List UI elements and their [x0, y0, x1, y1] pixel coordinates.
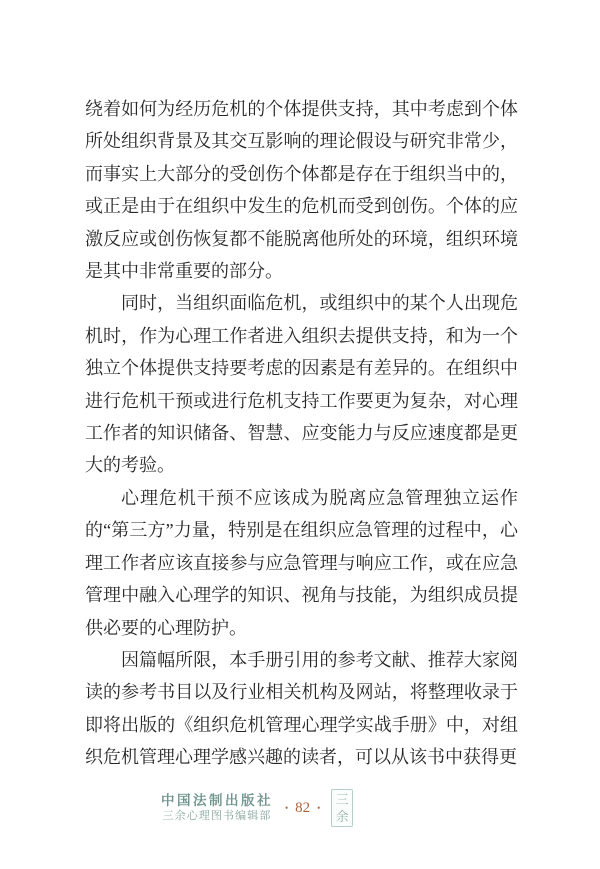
- page-number: 82: [295, 800, 311, 816]
- separator-dot-right: •: [317, 802, 321, 813]
- body-text-block: [85, 93, 518, 774]
- separator-dot-left: •: [285, 802, 289, 813]
- body-paragraph-3: 心理危机干预不应该成为脱离应急管理独立运作的“第三方”力量，特别是在组织应急管理的过程中，心理工作者应该直接参与应急管理与响应工作，或在应急管理中融入心理学的知识、视角与技能，为组织成员提供必要的心理防护。: [85, 487, 518, 638]
- body-paragraph-4: 因篇幅所限，本手册引用的参考文献、推荐大家阅读的参考书目以及行业相关机构及网站，将整理收录于即将出版的《组织危机管理心理学实战手册》中，对组织危机管理心理学感兴趣的读者，可以从该书中获得更: [85, 649, 518, 768]
- publisher-block: [161, 793, 273, 823]
- page-footer: [161, 788, 353, 828]
- body-paragraph-2: 同时，当组织面临危机，或组织中的某个人出现危机时，作为心理工作者进入组织去提供支持，和为一个独立个体提供支持要考虑的因素是有差异的。在组织中进行危机干预或进行危机支持工作要更为复杂，对心理工作者的知识储备、智慧、应变能力与反应速度都是更大的考验。: [85, 293, 518, 476]
- seal-char-bottom: 余: [335, 809, 349, 824]
- publisher-seal-icon: [331, 789, 353, 827]
- publisher-name: 中国法制出版社: [161, 793, 273, 808]
- seal-char-top: 三: [335, 792, 349, 807]
- publisher-department: 三余心理图书编辑部: [162, 810, 272, 822]
- body-paragraph-1: 绕着如何为经历危机的个体提供支持，其中考虑到个体所处组织背景及其交互影响的理论假设与研究非常少，而事实上大部分的受创伤个体都是存在于组织当中的，或正是由于在组织中发生的危机而受到创伤。个体的应激反应或创伤恢复都不能脱离他所处的环境，组织环境是其中非常重要的部分。: [85, 99, 518, 282]
- page-number-group: [285, 800, 320, 816]
